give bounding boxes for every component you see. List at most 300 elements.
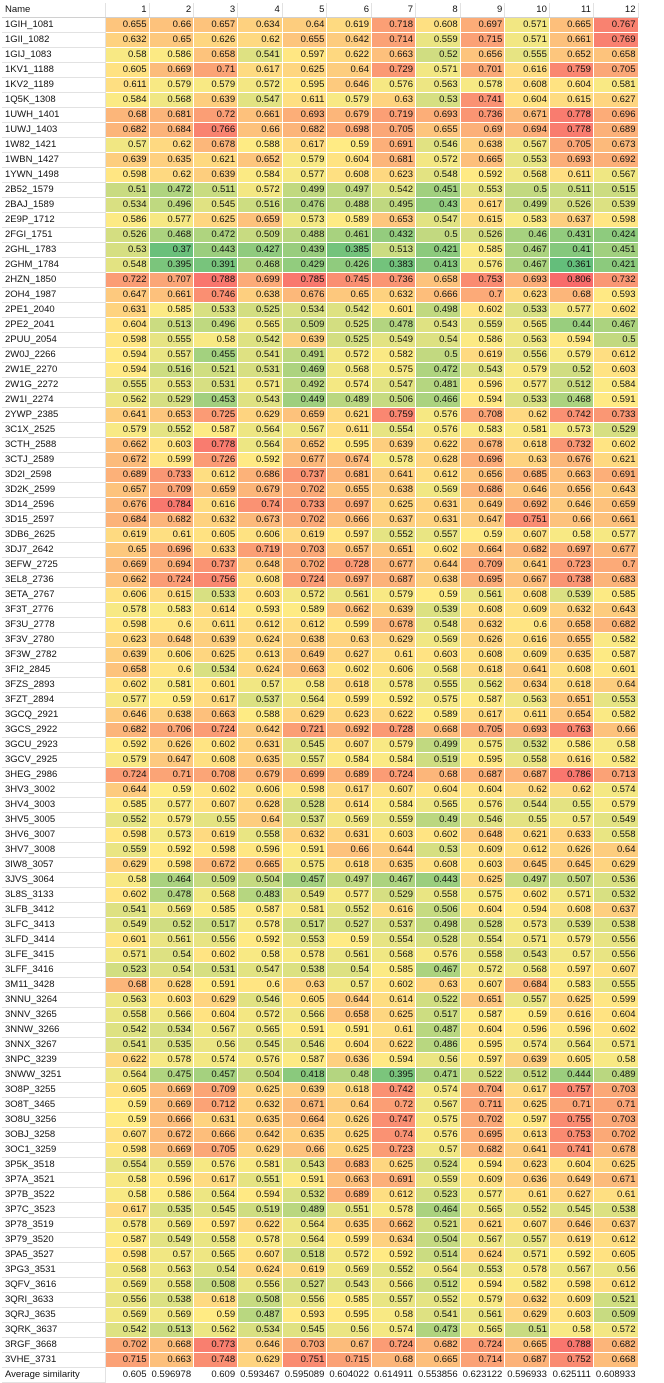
value-cell[interactable]: 0.64 xyxy=(593,843,638,858)
value-cell[interactable]: 0.634 xyxy=(505,678,550,693)
value-cell[interactable]: 0.594 xyxy=(105,348,149,363)
value-cell[interactable]: 0.639 xyxy=(282,333,327,348)
value-cell[interactable]: 0.528 xyxy=(460,918,505,933)
value-cell[interactable]: 0.705 xyxy=(372,123,416,138)
value-cell[interactable]: 0.63 xyxy=(372,93,416,108)
value-cell[interactable]: 0.594 xyxy=(460,393,505,408)
value-cell[interactable]: 0.625 xyxy=(460,873,505,888)
value-cell[interactable]: 0.569 xyxy=(327,1263,372,1278)
value-cell[interactable]: 0.538 xyxy=(149,1293,194,1308)
value-cell[interactable]: 0.621 xyxy=(194,153,238,168)
value-cell[interactable]: 0.617 xyxy=(194,693,238,708)
value-cell[interactable]: 0.577 xyxy=(593,528,638,543)
value-cell[interactable]: 0.565 xyxy=(194,1248,238,1263)
value-cell[interactable]: 0.594 xyxy=(549,333,593,348)
value-cell[interactable]: 0.551 xyxy=(327,1203,372,1218)
value-cell[interactable]: 0.578 xyxy=(105,1218,149,1233)
value-cell[interactable]: 0.697 xyxy=(549,543,593,558)
value-cell[interactable]: 0.5 xyxy=(505,183,550,198)
value-cell[interactable]: 0.608 xyxy=(416,18,461,33)
value-cell[interactable]: 0.71 xyxy=(149,768,194,783)
value-cell[interactable]: 0.74 xyxy=(372,1128,416,1143)
value-cell[interactable]: 0.563 xyxy=(149,1263,194,1278)
value-cell[interactable]: 0.631 xyxy=(416,513,461,528)
value-cell[interactable]: 0.59 xyxy=(194,1308,238,1323)
value-cell[interactable]: 0.745 xyxy=(327,273,372,288)
average-value-cell[interactable]: 0.596933 xyxy=(505,1368,550,1383)
value-cell[interactable]: 0.638 xyxy=(238,288,283,303)
value-cell[interactable]: 0.5 xyxy=(416,348,461,363)
value-cell[interactable]: 0.638 xyxy=(416,573,461,588)
value-cell[interactable]: 0.724 xyxy=(282,573,327,588)
value-cell[interactable]: 0.728 xyxy=(372,723,416,738)
value-cell[interactable]: 0.535 xyxy=(149,1038,194,1053)
value-cell[interactable]: 0.618 xyxy=(505,438,550,453)
value-cell[interactable]: 0.418 xyxy=(282,1068,327,1083)
value-cell[interactable]: 0.66 xyxy=(593,723,638,738)
value-cell[interactable]: 0.511 xyxy=(549,183,593,198)
value-cell[interactable]: 0.742 xyxy=(549,408,593,423)
value-cell[interactable]: 0.641 xyxy=(505,558,550,573)
value-cell[interactable]: 0.696 xyxy=(460,453,505,468)
value-cell[interactable]: 0.563 xyxy=(505,333,550,348)
average-value-cell[interactable]: 0.553856 xyxy=(416,1368,461,1383)
value-cell[interactable]: 0.547 xyxy=(238,93,283,108)
value-cell[interactable]: 0.672 xyxy=(105,453,149,468)
value-cell[interactable]: 0.578 xyxy=(505,1263,550,1278)
value-cell[interactable]: 0.732 xyxy=(549,438,593,453)
value-cell[interactable]: 0.705 xyxy=(194,1143,238,1158)
value-cell[interactable]: 0.665 xyxy=(549,18,593,33)
value-cell[interactable]: 0.577 xyxy=(149,213,194,228)
value-cell[interactable]: 0.41 xyxy=(549,243,593,258)
row-name-cell[interactable]: 3LFF_3416 xyxy=(2,963,105,978)
value-cell[interactable]: 0.618 xyxy=(460,663,505,678)
value-cell[interactable]: 0.564 xyxy=(282,693,327,708)
row-name-cell[interactable]: 1GII_1082 xyxy=(2,33,105,48)
value-cell[interactable]: 0.576 xyxy=(416,408,461,423)
value-cell[interactable]: 0.689 xyxy=(327,768,372,783)
value-cell[interactable]: 0.534 xyxy=(282,303,327,318)
value-cell[interactable]: 0.604 xyxy=(105,318,149,333)
value-cell[interactable]: 0.636 xyxy=(327,1053,372,1068)
value-cell[interactable]: 0.561 xyxy=(460,588,505,603)
value-cell[interactable]: 0.59 xyxy=(327,933,372,948)
value-cell[interactable]: 0.558 xyxy=(505,753,550,768)
value-cell[interactable]: 0.665 xyxy=(505,1338,550,1353)
value-cell[interactable]: 0.549 xyxy=(593,813,638,828)
value-cell[interactable]: 0.504 xyxy=(238,873,283,888)
value-cell[interactable]: 0.689 xyxy=(593,123,638,138)
value-cell[interactable]: 0.626 xyxy=(549,843,593,858)
value-cell[interactable]: 0.659 xyxy=(194,483,238,498)
value-cell[interactable]: 0.489 xyxy=(282,1203,327,1218)
value-cell[interactable]: 0.658 xyxy=(593,48,638,63)
value-cell[interactable]: 0.592 xyxy=(460,168,505,183)
value-cell[interactable]: 0.687 xyxy=(460,768,505,783)
value-cell[interactable]: 0.608 xyxy=(549,903,593,918)
value-cell[interactable]: 0.557 xyxy=(149,348,194,363)
value-cell[interactable]: 0.618 xyxy=(327,1083,372,1098)
value-cell[interactable]: 0.595 xyxy=(460,753,505,768)
value-cell[interactable]: 0.666 xyxy=(194,1128,238,1143)
value-cell[interactable]: 0.59 xyxy=(149,783,194,798)
value-cell[interactable]: 0.539 xyxy=(549,588,593,603)
value-cell[interactable]: 0.58 xyxy=(105,873,149,888)
value-cell[interactable]: 0.59 xyxy=(149,693,194,708)
value-cell[interactable]: 0.719 xyxy=(238,543,283,558)
value-cell[interactable]: 0.676 xyxy=(105,498,149,513)
value-cell[interactable]: 0.548 xyxy=(416,168,461,183)
value-cell[interactable]: 0.64 xyxy=(282,18,327,33)
value-cell[interactable]: 0.693 xyxy=(505,723,550,738)
value-cell[interactable]: 0.579 xyxy=(194,78,238,93)
value-cell[interactable]: 0.638 xyxy=(460,138,505,153)
value-cell[interactable]: 0.601 xyxy=(105,933,149,948)
row-name-cell[interactable]: 3HEG_2986 xyxy=(2,768,105,783)
value-cell[interactable]: 0.55 xyxy=(194,813,238,828)
row-name-cell[interactable]: 3EL8_2736 xyxy=(2,573,105,588)
value-cell[interactable]: 0.618 xyxy=(549,678,593,693)
value-cell[interactable]: 0.722 xyxy=(105,273,149,288)
value-cell[interactable]: 0.656 xyxy=(460,468,505,483)
value-cell[interactable]: 0.665 xyxy=(460,153,505,168)
row-name-cell[interactable]: 3DJ7_2642 xyxy=(2,543,105,558)
value-cell[interactable]: 0.644 xyxy=(105,783,149,798)
value-cell[interactable]: 0.625 xyxy=(593,1158,638,1173)
value-cell[interactable]: 0.703 xyxy=(593,1083,638,1098)
value-cell[interactable]: 0.52 xyxy=(416,48,461,63)
value-cell[interactable]: 0.617 xyxy=(238,63,283,78)
value-cell[interactable]: 0.611 xyxy=(549,168,593,183)
value-cell[interactable]: 0.594 xyxy=(372,1053,416,1068)
value-cell[interactable]: 0.59 xyxy=(460,528,505,543)
value-cell[interactable]: 0.579 xyxy=(372,738,416,753)
value-cell[interactable]: 0.608 xyxy=(460,648,505,663)
column-header-1[interactable]: 1 xyxy=(105,3,149,18)
value-cell[interactable]: 0.572 xyxy=(460,963,505,978)
value-cell[interactable]: 0.66 xyxy=(327,843,372,858)
value-cell[interactable]: 0.741 xyxy=(549,1143,593,1158)
value-cell[interactable]: 0.643 xyxy=(593,603,638,618)
value-cell[interactable]: 0.598 xyxy=(549,1278,593,1293)
value-cell[interactable]: 0.626 xyxy=(327,1113,372,1128)
value-cell[interactable]: 0.552 xyxy=(327,903,372,918)
value-cell[interactable]: 0.579 xyxy=(372,588,416,603)
value-cell[interactable]: 0.564 xyxy=(238,423,283,438)
value-cell[interactable]: 0.655 xyxy=(416,123,461,138)
value-cell[interactable]: 0.584 xyxy=(372,753,416,768)
value-cell[interactable]: 0.539 xyxy=(593,198,638,213)
value-cell[interactable]: 0.607 xyxy=(105,1128,149,1143)
value-cell[interactable]: 0.43 xyxy=(416,198,461,213)
value-cell[interactable]: 0.557 xyxy=(416,528,461,543)
value-cell[interactable]: 0.671 xyxy=(505,108,550,123)
value-cell[interactable]: 0.593 xyxy=(282,1308,327,1323)
value-cell[interactable]: 0.617 xyxy=(505,1083,550,1098)
row-name-cell[interactable]: 3P79_3520 xyxy=(2,1233,105,1248)
value-cell[interactable]: 0.625 xyxy=(372,1158,416,1173)
value-cell[interactable]: 0.602 xyxy=(460,303,505,318)
value-cell[interactable]: 0.6 xyxy=(505,618,550,633)
value-cell[interactable]: 0.68 xyxy=(105,108,149,123)
value-cell[interactable]: 0.607 xyxy=(460,978,505,993)
value-cell[interactable]: 0.621 xyxy=(505,828,550,843)
value-cell[interactable]: 0.562 xyxy=(105,393,149,408)
value-cell[interactable]: 0.625 xyxy=(505,1098,550,1113)
row-name-cell[interactable]: 1KV1_1188 xyxy=(2,63,105,78)
value-cell[interactable]: 0.478 xyxy=(149,888,194,903)
value-cell[interactable]: 0.687 xyxy=(372,573,416,588)
value-cell[interactable]: 0.679 xyxy=(238,768,283,783)
value-cell[interactable]: 0.635 xyxy=(282,1128,327,1143)
value-cell[interactable]: 0.658 xyxy=(105,663,149,678)
value-cell[interactable]: 0.54 xyxy=(149,963,194,978)
value-cell[interactable]: 0.603 xyxy=(149,438,194,453)
value-cell[interactable]: 0.488 xyxy=(327,198,372,213)
value-cell[interactable]: 0.581 xyxy=(282,903,327,918)
value-cell[interactable]: 0.598 xyxy=(105,1248,149,1263)
value-cell[interactable]: 0.585 xyxy=(149,303,194,318)
value-cell[interactable]: 0.413 xyxy=(416,258,461,273)
value-cell[interactable]: 0.629 xyxy=(282,708,327,723)
value-cell[interactable]: 0.632 xyxy=(460,618,505,633)
value-cell[interactable]: 0.557 xyxy=(505,1233,550,1248)
value-cell[interactable]: 0.555 xyxy=(416,678,461,693)
value-cell[interactable]: 0.647 xyxy=(460,513,505,528)
value-cell[interactable]: 0.522 xyxy=(460,1068,505,1083)
value-cell[interactable]: 0.746 xyxy=(194,288,238,303)
value-cell[interactable]: 0.558 xyxy=(416,888,461,903)
value-cell[interactable]: 0.601 xyxy=(593,663,638,678)
value-cell[interactable]: 0.519 xyxy=(416,753,461,768)
column-header-2[interactable]: 2 xyxy=(149,3,194,18)
row-name-cell[interactable]: 3GCV_2925 xyxy=(2,753,105,768)
value-cell[interactable]: 0.657 xyxy=(105,483,149,498)
value-cell[interactable]: 0.66 xyxy=(149,18,194,33)
value-cell[interactable]: 0.57 xyxy=(238,678,283,693)
value-cell[interactable]: 0.571 xyxy=(593,1038,638,1053)
value-cell[interactable]: 0.568 xyxy=(105,1263,149,1278)
value-cell[interactable]: 0.785 xyxy=(282,273,327,288)
row-name-cell[interactable]: 3OC1_3259 xyxy=(2,1143,105,1158)
value-cell[interactable]: 0.52 xyxy=(149,918,194,933)
value-cell[interactable]: 0.644 xyxy=(327,993,372,1008)
value-cell[interactable]: 0.656 xyxy=(549,483,593,498)
value-cell[interactable]: 0.53 xyxy=(416,843,461,858)
value-cell[interactable]: 0.515 xyxy=(593,183,638,198)
row-name-cell[interactable]: 3LFB_3412 xyxy=(2,903,105,918)
value-cell[interactable]: 0.702 xyxy=(282,558,327,573)
value-cell[interactable]: 0.74 xyxy=(238,498,283,513)
value-cell[interactable]: 0.553 xyxy=(149,378,194,393)
value-cell[interactable]: 0.603 xyxy=(416,648,461,663)
value-cell[interactable]: 0.626 xyxy=(460,633,505,648)
value-cell[interactable]: 0.715 xyxy=(460,33,505,48)
value-cell[interactable]: 0.576 xyxy=(460,258,505,273)
value-cell[interactable]: 0.57 xyxy=(549,813,593,828)
value-cell[interactable]: 0.607 xyxy=(372,783,416,798)
value-cell[interactable]: 0.646 xyxy=(549,498,593,513)
average-value-cell[interactable]: 0.623122 xyxy=(460,1368,505,1383)
value-cell[interactable]: 0.556 xyxy=(238,1278,283,1293)
value-cell[interactable]: 0.604 xyxy=(416,783,461,798)
value-cell[interactable]: 0.551 xyxy=(238,1173,283,1188)
value-cell[interactable]: 0.508 xyxy=(194,1278,238,1293)
value-cell[interactable]: 0.567 xyxy=(505,138,550,153)
row-name-cell[interactable]: 2W1G_2272 xyxy=(2,378,105,393)
value-cell[interactable]: 0.549 xyxy=(149,1233,194,1248)
value-cell[interactable]: 0.612 xyxy=(238,618,283,633)
value-cell[interactable]: 0.492 xyxy=(282,378,327,393)
value-cell[interactable]: 0.63 xyxy=(505,453,550,468)
value-cell[interactable]: 0.612 xyxy=(282,618,327,633)
value-cell[interactable]: 0.72 xyxy=(194,108,238,123)
value-cell[interactable]: 0.617 xyxy=(194,1173,238,1188)
value-cell[interactable]: 0.657 xyxy=(327,543,372,558)
value-cell[interactable]: 0.63 xyxy=(282,978,327,993)
column-header-5[interactable]: 5 xyxy=(282,3,327,18)
value-cell[interactable]: 0.585 xyxy=(460,243,505,258)
value-cell[interactable]: 0.552 xyxy=(149,423,194,438)
value-cell[interactable]: 0.499 xyxy=(416,738,461,753)
value-cell[interactable]: 0.652 xyxy=(549,48,593,63)
value-cell[interactable]: 0.49 xyxy=(416,813,461,828)
value-cell[interactable]: 0.649 xyxy=(549,1173,593,1188)
value-cell[interactable]: 0.602 xyxy=(593,303,638,318)
value-cell[interactable]: 0.682 xyxy=(105,723,149,738)
value-cell[interactable]: 0.586 xyxy=(105,213,149,228)
value-cell[interactable]: 0.472 xyxy=(416,363,461,378)
value-cell[interactable]: 0.574 xyxy=(372,1323,416,1338)
row-name-cell[interactable]: 2PE2_2041 xyxy=(2,318,105,333)
value-cell[interactable]: 0.537 xyxy=(238,693,283,708)
value-cell[interactable]: 0.591 xyxy=(282,843,327,858)
value-cell[interactable]: 0.625 xyxy=(372,1008,416,1023)
value-cell[interactable]: 0.577 xyxy=(505,378,550,393)
value-cell[interactable]: 0.653 xyxy=(149,408,194,423)
value-cell[interactable]: 0.661 xyxy=(238,108,283,123)
row-name-cell[interactable]: 3C1X_2525 xyxy=(2,423,105,438)
value-cell[interactable]: 0.48 xyxy=(327,1068,372,1083)
value-cell[interactable]: 0.629 xyxy=(372,633,416,648)
row-name-cell[interactable]: 2W1E_2270 xyxy=(2,363,105,378)
value-cell[interactable]: 0.624 xyxy=(238,1263,283,1278)
row-name-cell[interactable]: 2W0J_2266 xyxy=(2,348,105,363)
value-cell[interactable]: 0.635 xyxy=(372,858,416,873)
value-cell[interactable]: 0.58 xyxy=(105,1188,149,1203)
row-name-cell[interactable]: 2GHL_1783 xyxy=(2,243,105,258)
value-cell[interactable]: 0.604 xyxy=(549,1158,593,1173)
value-cell[interactable]: 0.672 xyxy=(194,858,238,873)
value-cell[interactable]: 0.753 xyxy=(549,1128,593,1143)
row-name-cell[interactable]: 3JVS_3064 xyxy=(2,873,105,888)
value-cell[interactable]: 0.7 xyxy=(460,288,505,303)
value-cell[interactable]: 0.617 xyxy=(460,708,505,723)
value-cell[interactable]: 0.457 xyxy=(282,873,327,888)
value-cell[interactable]: 0.692 xyxy=(593,153,638,168)
value-cell[interactable]: 0.692 xyxy=(505,498,550,513)
value-cell[interactable]: 0.565 xyxy=(505,318,550,333)
row-name-cell[interactable]: 3D2I_2598 xyxy=(2,468,105,483)
value-cell[interactable]: 0.757 xyxy=(549,1083,593,1098)
value-cell[interactable]: 0.576 xyxy=(416,1128,461,1143)
value-cell[interactable]: 0.694 xyxy=(505,123,550,138)
row-name-cell[interactable]: 3FZS_2893 xyxy=(2,678,105,693)
value-cell[interactable]: 0.577 xyxy=(105,693,149,708)
value-cell[interactable]: 0.579 xyxy=(593,798,638,813)
value-cell[interactable]: 0.546 xyxy=(460,813,505,828)
row-name-cell[interactable]: 3M11_3428 xyxy=(2,978,105,993)
value-cell[interactable]: 0.468 xyxy=(238,258,283,273)
value-cell[interactable]: 0.472 xyxy=(149,183,194,198)
value-cell[interactable]: 0.617 xyxy=(327,783,372,798)
value-cell[interactable]: 0.769 xyxy=(593,33,638,48)
value-cell[interactable]: 0.578 xyxy=(105,603,149,618)
value-cell[interactable]: 0.558 xyxy=(460,948,505,963)
value-cell[interactable]: 0.623 xyxy=(327,708,372,723)
value-cell[interactable]: 0.625 xyxy=(238,1083,283,1098)
value-cell[interactable]: 0.51 xyxy=(505,1323,550,1338)
value-cell[interactable]: 0.684 xyxy=(105,513,149,528)
value-cell[interactable]: 0.609 xyxy=(549,1293,593,1308)
value-cell[interactable]: 0.518 xyxy=(282,1248,327,1263)
value-cell[interactable]: 0.641 xyxy=(505,663,550,678)
value-cell[interactable]: 0.579 xyxy=(105,423,149,438)
value-cell[interactable]: 0.58 xyxy=(372,1308,416,1323)
value-cell[interactable]: 0.736 xyxy=(372,273,416,288)
value-cell[interactable]: 0.531 xyxy=(194,963,238,978)
value-cell[interactable]: 0.666 xyxy=(149,1113,194,1128)
value-cell[interactable]: 0.587 xyxy=(105,1233,149,1248)
average-label[interactable]: Average similarity xyxy=(2,1368,105,1383)
value-cell[interactable]: 0.573 xyxy=(549,423,593,438)
value-cell[interactable]: 0.596 xyxy=(549,1023,593,1038)
value-cell[interactable]: 0.576 xyxy=(238,1053,283,1068)
value-cell[interactable]: 0.632 xyxy=(505,1293,550,1308)
value-cell[interactable]: 0.612 xyxy=(593,348,638,363)
value-cell[interactable]: 0.647 xyxy=(149,753,194,768)
value-cell[interactable]: 0.607 xyxy=(593,963,638,978)
value-cell[interactable]: 0.549 xyxy=(105,918,149,933)
value-cell[interactable]: 0.729 xyxy=(372,63,416,78)
value-cell[interactable]: 0.569 xyxy=(149,1218,194,1233)
value-cell[interactable]: 0.554 xyxy=(460,933,505,948)
value-cell[interactable]: 0.629 xyxy=(105,858,149,873)
value-cell[interactable]: 0.603 xyxy=(593,363,638,378)
value-cell[interactable]: 0.591 xyxy=(282,1023,327,1038)
value-cell[interactable]: 0.693 xyxy=(549,153,593,168)
value-cell[interactable]: 0.806 xyxy=(549,273,593,288)
value-cell[interactable]: 0.621 xyxy=(327,408,372,423)
value-cell[interactable]: 0.625 xyxy=(372,498,416,513)
value-cell[interactable]: 0.548 xyxy=(105,258,149,273)
value-cell[interactable]: 0.611 xyxy=(327,423,372,438)
value-cell[interactable]: 0.695 xyxy=(460,1128,505,1143)
value-cell[interactable]: 0.391 xyxy=(194,258,238,273)
value-cell[interactable]: 0.637 xyxy=(372,513,416,528)
value-cell[interactable]: 0.444 xyxy=(549,1068,593,1083)
row-name-cell[interactable]: 3NNX_3267 xyxy=(2,1038,105,1053)
value-cell[interactable]: 0.539 xyxy=(416,603,461,618)
value-cell[interactable]: 0.542 xyxy=(238,333,283,348)
row-name-cell[interactable]: 3NNV_3265 xyxy=(2,1008,105,1023)
row-name-cell[interactable]: 2GHM_1784 xyxy=(2,258,105,273)
row-name-cell[interactable]: 2PUU_2054 xyxy=(2,333,105,348)
value-cell[interactable]: 0.602 xyxy=(105,888,149,903)
value-cell[interactable]: 0.639 xyxy=(194,633,238,648)
value-cell[interactable]: 0.652 xyxy=(238,153,283,168)
